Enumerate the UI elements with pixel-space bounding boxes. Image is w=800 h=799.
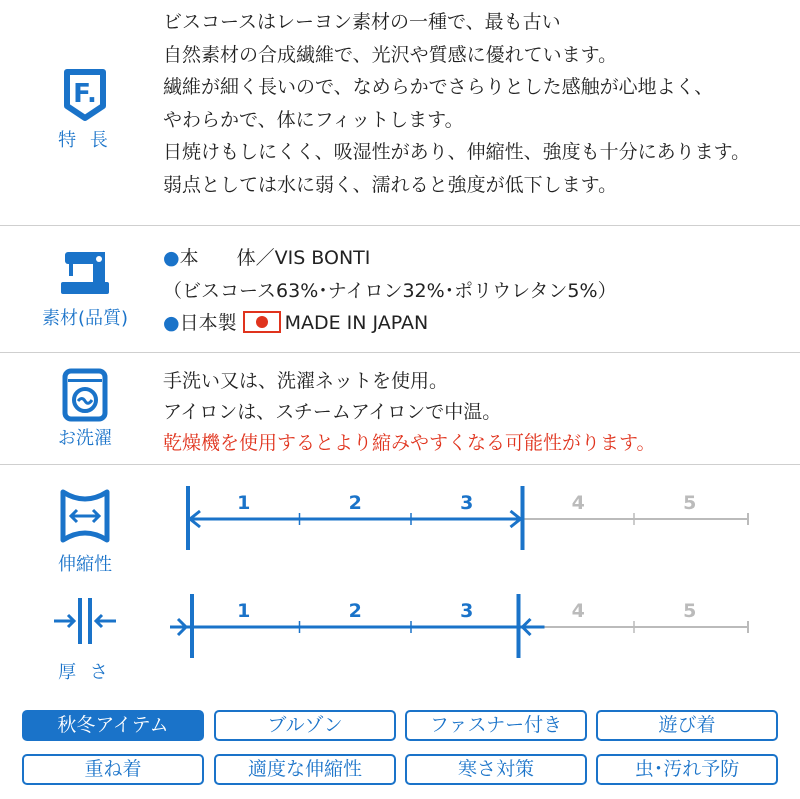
feature-tag: 寒さ対策 <box>405 754 587 785</box>
features-line: 繊維が細く長いので、なめらかでさらりとした感触が心地よく、 <box>163 76 714 98</box>
scale-tick-label: 5 <box>683 600 697 622</box>
features-line: 弱点としては水に弱く、濡れると強度が低下します。 <box>163 173 618 196</box>
divider <box>0 352 800 353</box>
japan-flag-icon <box>243 311 281 333</box>
scale-tick-label: 3 <box>460 492 474 514</box>
divider <box>0 464 800 465</box>
feature-tag: ブルゾン <box>214 710 396 741</box>
scale-tick-label: 4 <box>571 600 585 622</box>
thickness-label: 厚 さ <box>58 662 112 683</box>
washing-machine-icon <box>60 368 110 422</box>
thickness-icon-block <box>40 596 130 684</box>
feature-tag: 遊び着 <box>596 710 778 741</box>
scale-tick-label: 3 <box>460 600 474 622</box>
scale-tick-label: 1 <box>237 492 251 514</box>
stretch-scale <box>170 484 770 554</box>
features-line: 自然素材の合成繊維で、光沢や質感に優れています。 <box>163 43 618 66</box>
thickness-scale <box>170 592 770 662</box>
material-origin-line <box>163 307 617 340</box>
svg-text:F.: F. <box>73 79 97 109</box>
stretch-label: 伸縮性 <box>58 554 112 575</box>
origin-label: 日本製 <box>179 312 237 334</box>
care-icon-block <box>40 368 130 450</box>
feature-tag: 虫･汚れ予防 <box>596 754 778 785</box>
feature-tag: ファスナー付き <box>405 710 587 741</box>
features-line: 日焼けもしにくく、吸湿性があり、伸縮性、強度も十分にあります。 <box>163 141 751 163</box>
material-composition: （ビスコース63%･ナイロン32%･ポリウレタン5%） <box>163 279 617 302</box>
features-icon-block <box>40 66 130 152</box>
bullet-icon: ● <box>163 312 180 334</box>
scale-tick-label: 4 <box>571 492 585 514</box>
feature-tag: 適度な伸縮性 <box>214 754 396 785</box>
scale-tick-label: 1 <box>237 600 251 622</box>
features-line: ビスコースはレーヨン素材の一種で、最も古い <box>163 11 561 33</box>
feature-tag: 秋冬アイテム <box>22 710 204 741</box>
stretch-icon <box>55 488 115 544</box>
feature-tag: 重ね着 <box>22 754 204 785</box>
scale-tick-label: 5 <box>683 492 697 514</box>
features-label: 特 長 <box>58 130 112 151</box>
material-label: 素材(品質) <box>41 308 129 329</box>
material-body: 本 体／VIS BONTI <box>179 247 371 269</box>
material-text <box>163 242 617 340</box>
stretch-icon-block <box>40 488 130 576</box>
material-icon-block <box>40 246 130 330</box>
care-text <box>163 366 655 459</box>
scale-tick-label: 2 <box>348 600 362 622</box>
care-line: アイロンは、スチームアイロンで中温。 <box>163 401 502 423</box>
origin-en: MADE IN JAPAN <box>284 312 429 334</box>
f-badge-icon <box>55 66 115 122</box>
features-text <box>163 6 750 201</box>
sewing-machine-icon <box>55 246 115 298</box>
divider <box>0 225 800 226</box>
bullet-icon: ● <box>163 247 180 269</box>
material-body-line <box>163 242 617 275</box>
care-line: 手洗い又は、洗濯ネットを使用。 <box>163 370 449 392</box>
features-line: やわらかで、体にフィットします。 <box>163 108 464 131</box>
care-label: お洗濯 <box>58 428 112 449</box>
thickness-icon <box>50 596 120 646</box>
care-warning: 乾燥機を使用するとより縮みやすくなる可能性がります。 <box>163 432 656 454</box>
scale-tick-label: 2 <box>348 492 362 514</box>
